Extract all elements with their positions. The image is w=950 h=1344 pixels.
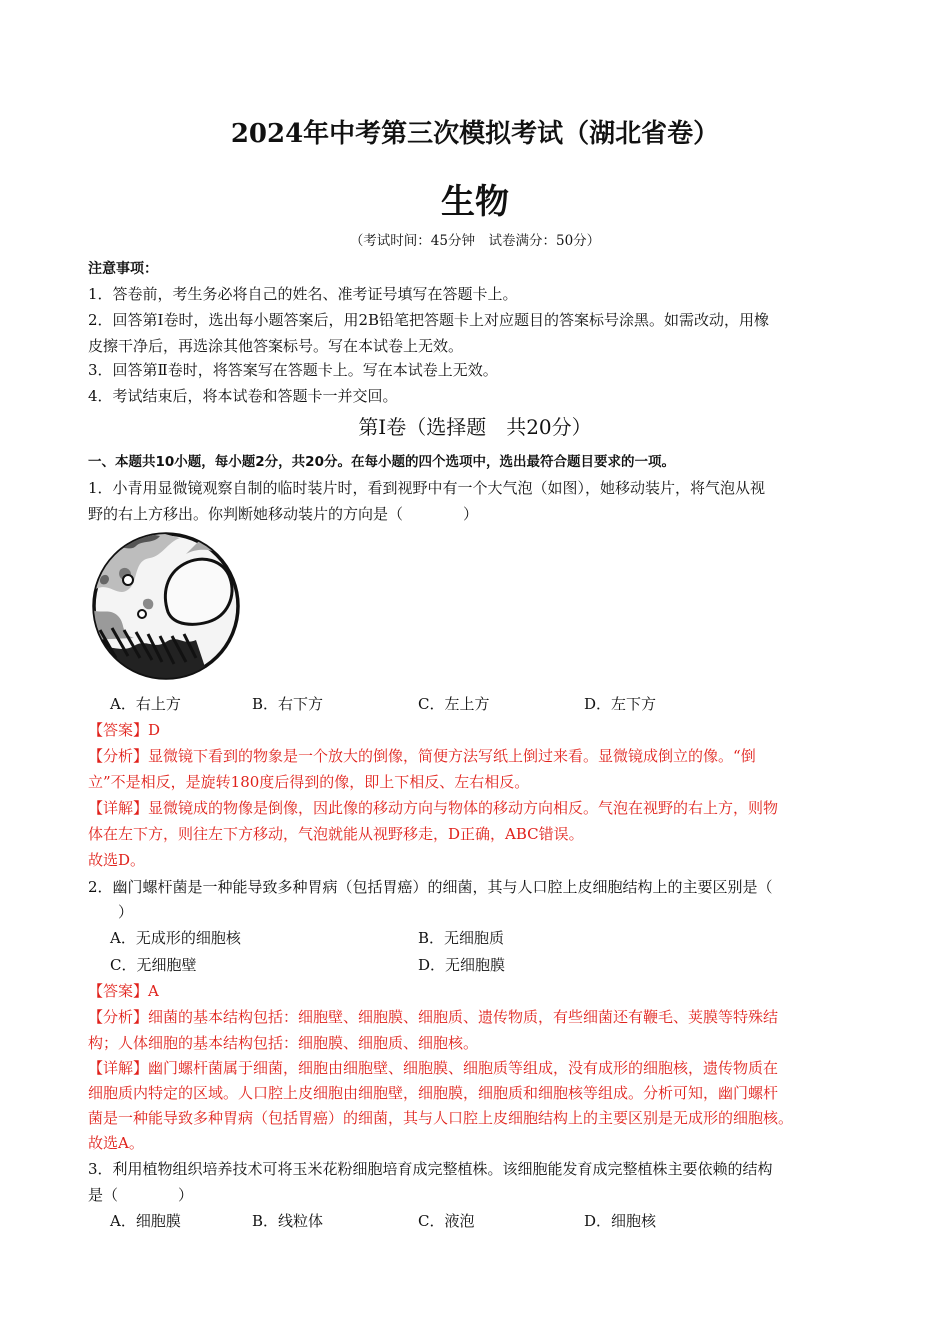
q2-detail-cont: 菌是一种能导致多种胃病（包括胃癌）的细菌，其与人口腔上皮细胞结构上的主要区别是无成形的细胞核。 xyxy=(88,1109,794,1127)
detail-tag: 【详解】 xyxy=(88,1059,149,1077)
exam-title: 2024年中考第三次模拟考试（湖北省卷） xyxy=(230,119,720,149)
q2-answer xyxy=(88,981,159,1001)
analysis-tag: 【分析】 xyxy=(88,1008,149,1026)
answer-tag: 【答案】 xyxy=(88,982,149,1000)
q2-conclusion: 故选A。 xyxy=(88,1134,144,1152)
q1-answer xyxy=(88,720,160,740)
q3-option-b[interactable]: B．线粒体 xyxy=(252,1212,324,1230)
detail-text: 显微镜成的物像是倒像，因此像的移动方向与物体的移动方向相反。气泡在视野的右上方，则物 xyxy=(148,799,779,817)
q2-detail xyxy=(88,1058,778,1078)
analysis-text: 细菌的基本结构包括：细胞壁、细胞膜、细胞质、遗传物质，有些细菌还有鞭毛、荚膜等特殊结 xyxy=(148,1008,779,1026)
exam-info: （考试时间：45分钟 试卷满分：50分） xyxy=(349,233,601,249)
notice-item: 皮擦干净后，再选涂其他答案标号。写在本试卷上无效。 xyxy=(88,337,464,355)
q2-analysis xyxy=(88,1007,778,1027)
notice-item: 1．答卷前，考生务必将自己的姓名、准考证号填写在答题卡上。 xyxy=(88,285,518,303)
q1-option-b[interactable]: B．右下方 xyxy=(252,695,324,713)
q1-option-a[interactable]: A．右上方 xyxy=(110,695,181,713)
q1-detail xyxy=(88,798,778,818)
q3-option-c[interactable]: C．液泡 xyxy=(418,1212,475,1230)
q2-stem: ） xyxy=(88,903,134,921)
answer-value: A xyxy=(148,982,159,1000)
q1-option-d[interactable]: D．左下方 xyxy=(584,695,657,713)
q1-analysis-cont: 立”不是相反，是旋转180度后得到的像，即上下相反、左右相反。 xyxy=(88,773,530,791)
q2-option-b[interactable]: B．无细胞质 xyxy=(418,929,505,947)
q3-option-d[interactable]: D．细胞核 xyxy=(584,1212,657,1230)
q1-conclusion: 故选D。 xyxy=(88,851,146,869)
detail-text: 幽门螺杆菌属于细菌，细胞由细胞壁、细胞膜、细胞质等组成，没有成形的细胞核，遗传物质在 xyxy=(148,1059,779,1077)
detail-tag: 【详解】 xyxy=(88,799,149,817)
section-instruction: 一、本题共10小题，每小题2分，共20分。在每小题的四个选项中，选出最符合题目要求的一项。 xyxy=(88,454,675,470)
notice-item: 4．考试结束后，将本试卷和答题卡一并交回。 xyxy=(88,387,398,405)
q1-stem: 野的右上方移出。你判断她移动装片的方向是（ ） xyxy=(88,505,479,523)
notice-heading: 注意事项： xyxy=(88,261,158,277)
q1-stem: 1．小青用显微镜观察自制的临时装片时，看到视野中有一个大气泡（如图），她移动装片，将气泡从视 xyxy=(88,479,766,497)
q2-option-c[interactable]: C．无细胞壁 xyxy=(110,956,197,974)
q2-option-a[interactable]: A．无成形的细胞核 xyxy=(110,929,241,947)
q2-detail-cont: 细胞质内特定的区域。人口腔上皮细胞由细胞壁，细胞膜，细胞质和细胞核等组成。分析可知，幽门螺杆 xyxy=(88,1084,779,1102)
q3-stem: 是（ ） xyxy=(88,1186,194,1204)
subject-title: 生物 xyxy=(441,182,509,222)
q1-detail-cont: 体在左下方，则往左下方移动，气泡就能从视野移走，D正确，ABC错误。 xyxy=(88,825,584,843)
q1-analysis xyxy=(88,746,756,766)
answer-value: D xyxy=(148,721,161,739)
answer-tag: 【答案】 xyxy=(88,721,149,739)
analysis-tag: 【分析】 xyxy=(88,747,149,765)
q3-option-a[interactable]: A．细胞膜 xyxy=(110,1212,181,1230)
microscope-field-drawing xyxy=(90,530,242,682)
q1-option-c[interactable]: C．左上方 xyxy=(418,695,490,713)
q3-stem: 3．利用植物组织培养技术可将玉米花粉细胞培育成完整植株。该细胞能发育成完整植株主要依赖的结构 xyxy=(88,1160,773,1178)
section-title: 第Ⅰ卷（选择题 共20分） xyxy=(358,415,592,439)
analysis-text: 显微镜下看到的物象是一个放大的倒像，简便方法写纸上倒过来看。显微镜成倒立的像。“倒 xyxy=(148,747,756,765)
q2-option-d[interactable]: D．无细胞膜 xyxy=(418,956,506,974)
microscope-field-figure xyxy=(90,530,242,682)
q2-stem: 2．幽门螺杆菌是一种能导致多种胃病（包括胃癌）的细菌，其与人口腔上皮细胞结构上的主要区别是（ xyxy=(88,878,773,896)
q2-analysis-cont: 构；人体细胞的基本结构包括：细胞膜、细胞质、细胞核。 xyxy=(88,1034,479,1052)
notice-item: 2．回答第Ⅰ卷时，选出每小题答案后，用2B铅笔把答题卡上对应题目的答案标号涂黑。如需改动，用橡 xyxy=(88,311,770,329)
notice-item: 3．回答第Ⅱ卷时，将答案写在答题卡上。写在本试卷上无效。 xyxy=(88,361,498,379)
